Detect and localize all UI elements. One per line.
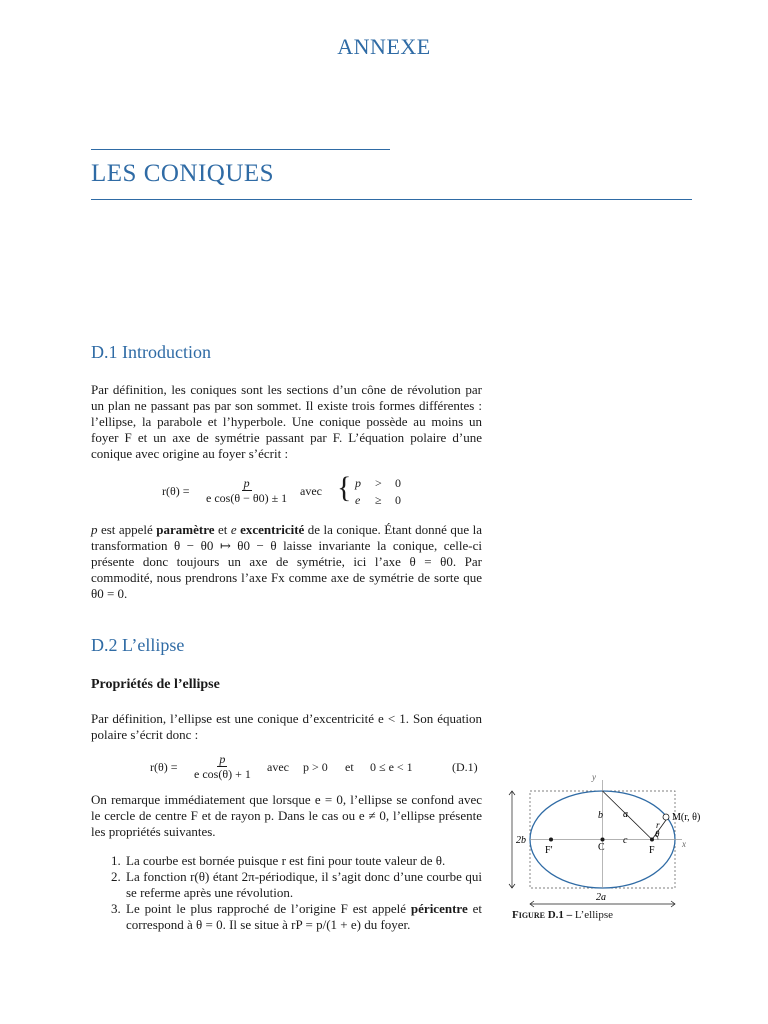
cond-p-val: 0 (395, 476, 401, 490)
term-excentricite: excentricité (240, 522, 305, 537)
equation-fraction (204, 476, 289, 505)
ellipse-eq-avec: avec (267, 760, 289, 774)
label-b: b (598, 810, 603, 821)
intro-paragraph: Par définition, les coniques sont les sections d’un cône de révolution par un plan ne passant pas par son sommet. Il existe trois formes différentes : l’ellipse, la parabole et l’hyperbole. Une conique possède au moins un foyer F et un axe de symétrie passant par F. L’équation polaire d’une conique avec origine au foyer s’écrit : (91, 382, 482, 461)
focus-f-prime-point (549, 838, 553, 842)
label-theta: θ (655, 829, 660, 839)
para2-text-rest: de la conique. Étant donné que la transformation θ − θ0 ↦ θ0 − θ laisse invariante la conique, celle-ci présente donc toujours un axe de symétrie, ici l’axe θ = θ0. Par commodité, nous prendrons l’axe Fx comme axe de symétrie de sorte que θ0 = 0. (91, 522, 482, 601)
annex-label: ANNEXE (337, 34, 431, 59)
term-pericentre: péricentre (410, 901, 468, 916)
label-c-center: C (598, 842, 605, 853)
point-m (663, 814, 669, 820)
p-symbol: p (91, 522, 98, 537)
label-f: F (649, 845, 655, 856)
list3-text-a: Le point le plus rapproché de l’origine F est appelé (126, 901, 411, 916)
label-a: a (623, 809, 628, 820)
ellipse-eq-c2: 0 ≤ e < 1 (370, 760, 413, 774)
ellipse-eq-fraction (192, 752, 253, 781)
brace-symbol: { (337, 471, 352, 504)
list-item: 2. La fonction r(θ) étant 2π-périodique, il s’agit donc d’une courbe qui se referme après une révolution. (124, 869, 482, 901)
section-heading-introduction: D.1 Introduction (91, 342, 211, 362)
cond-e-op: ≥ (375, 493, 382, 507)
subheading-properties: Propriétés de l’ellipse (91, 677, 220, 692)
properties-list-container (91, 853, 482, 933)
ellipse-paragraph: Par définition, l’ellipse est une conique d’excentricité e < 1. Son équation polaire s’écrit donc : (91, 711, 482, 742)
equation-lhs: r(θ) = (162, 484, 190, 498)
section-heading-ellipse: D.2 L’ellipse (91, 635, 185, 655)
focus-f-point (650, 838, 654, 842)
circle-remark-paragraph: On remarque immédiatement que lorsque e = 0, l’ellipse se confond avec le cercle de centre F et de rayon p. Dans le cas ou e ≠ 0, l’ellipse présente les propriétés suivantes. (91, 792, 482, 839)
label-2b: 2b (516, 835, 526, 846)
ellipse-equation (150, 751, 490, 783)
conic-equation (162, 471, 462, 514)
para2-text-b: et (214, 522, 231, 537)
e-symbol: e (230, 522, 237, 537)
label-c: c (623, 835, 628, 846)
equation-number: (D.1) (452, 760, 478, 774)
center-c-point (601, 838, 605, 842)
caption-text: L’ellipse (572, 909, 613, 921)
header-rule-bottom (91, 199, 692, 200)
term-parametre: paramètre (156, 522, 215, 537)
equation-denominator: e cos(θ − θ0) ± 1 (206, 491, 288, 505)
cond-e-val: 0 (395, 493, 401, 507)
ellipse-eq-c1: p > 0 (303, 760, 328, 774)
ellipse-figure (500, 770, 720, 930)
label-r: r (656, 820, 660, 830)
list-item: 1. La courbe est bornée puisque r est fini pour toute valeur de θ. (124, 853, 482, 869)
label-2a: 2a (596, 892, 606, 903)
cond-p-op: > (375, 476, 382, 490)
list-item (124, 901, 482, 933)
label-m: M(r, θ) (672, 812, 701, 823)
header-rule-top (91, 149, 390, 150)
chapter-title: LES CONIQUES (91, 160, 275, 187)
cond-e-var: e (355, 493, 361, 507)
ellipse-eq-den: e cos(θ) + 1 (194, 767, 251, 781)
para2-text-a: est appelé (97, 522, 157, 537)
list3-text-b: et correspond à θ = 0. Il se situe à rP = p/(1 + e) du foyer. (126, 901, 482, 932)
properties-list (91, 853, 482, 933)
ellipse-eq-lhs: r(θ) = (150, 760, 178, 774)
cond-p-var: p (355, 476, 361, 490)
label-x: x (682, 839, 686, 849)
label-f-prime: F′ (545, 845, 553, 856)
ellipse-eq-et: et (345, 760, 354, 774)
equation-avec: avec (300, 484, 322, 498)
ellipse-eq-num: p (219, 752, 226, 766)
caption-label: Figure D.1 – (512, 909, 573, 921)
equation-numerator: p (243, 476, 250, 490)
parameter-paragraph (91, 522, 482, 602)
figure-caption (512, 909, 613, 921)
label-y: y (592, 772, 596, 782)
